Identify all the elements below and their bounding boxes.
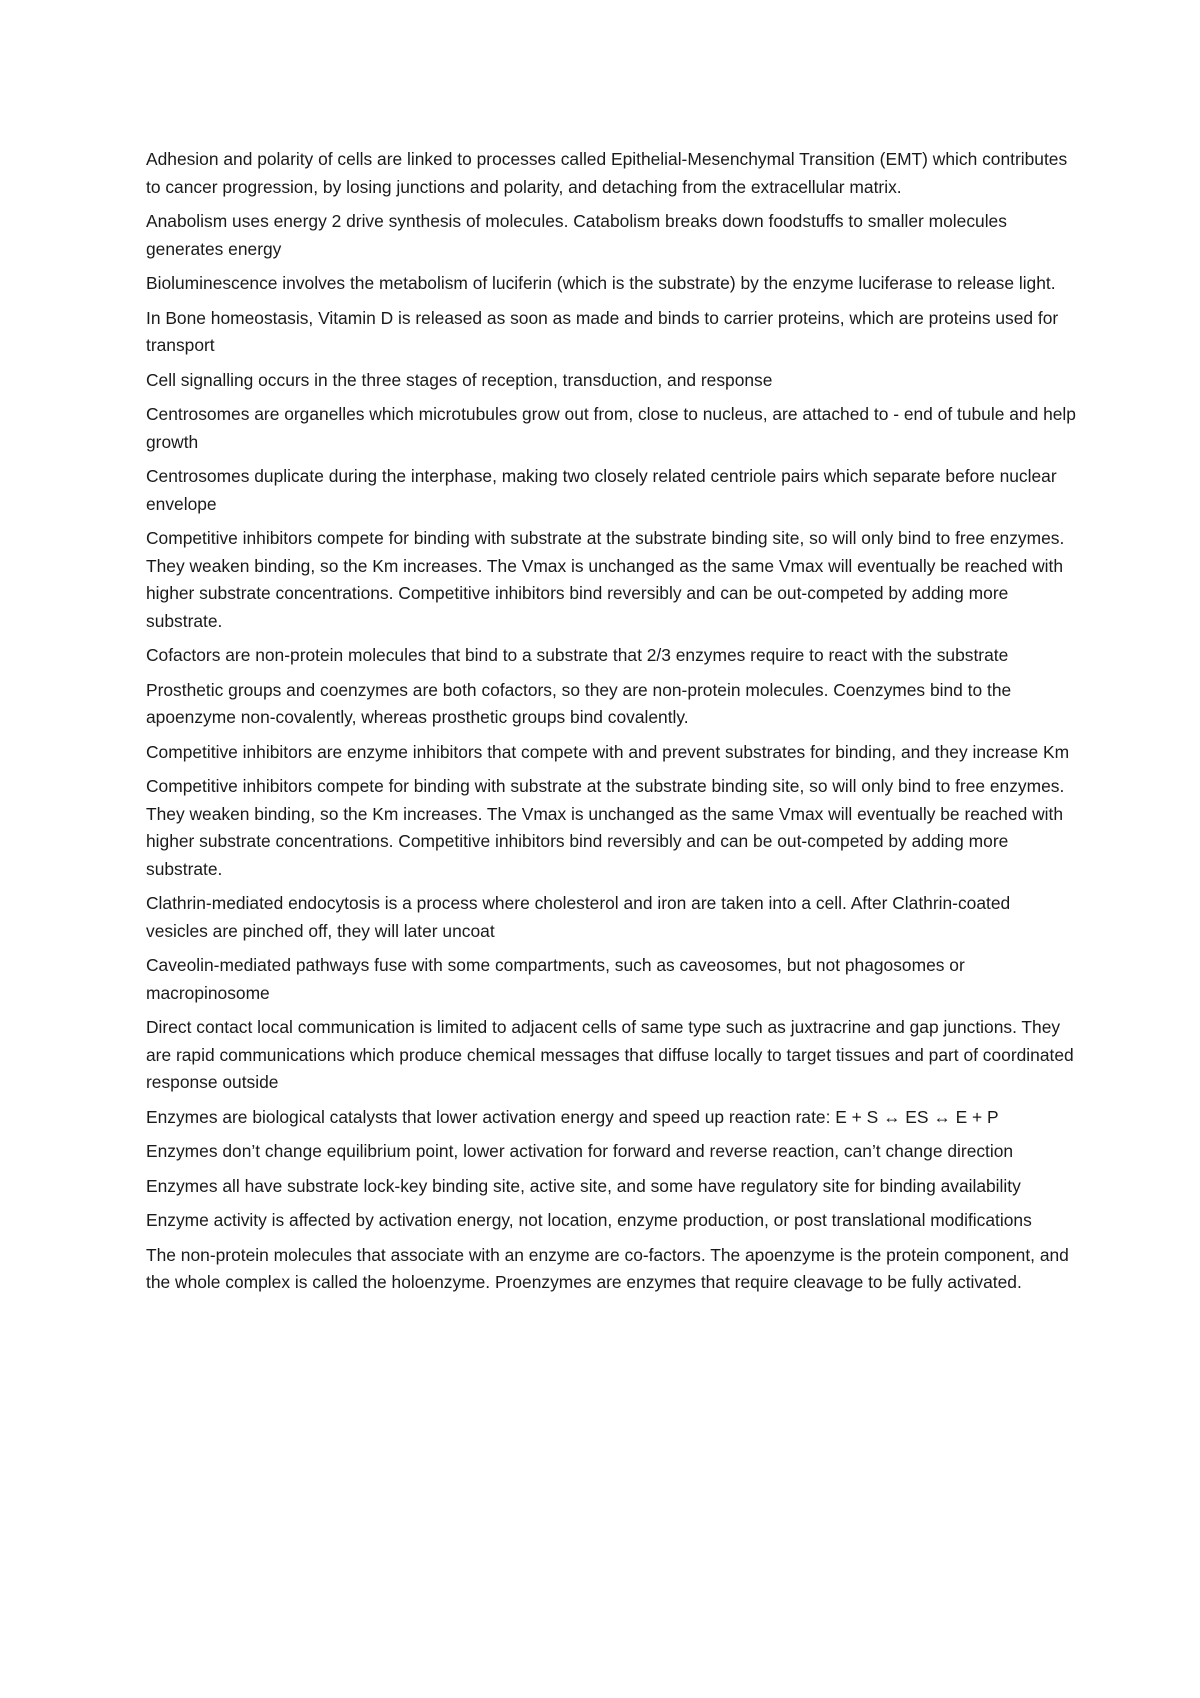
paragraph-bone-homeostasis: In Bone homeostasis, Vitamin D is released as soon as made and binds to carrier proteins, which are proteins used for transport — [146, 307, 1059, 355]
paragraph-holoenzyme: The non-protein molecules that associate with an enzyme are co-factors. The apoenzyme is the protein component, and the whole complex is called the holoenzyme. Proenzymes are enzymes that require cleavage to be fully activated. — [146, 1244, 1069, 1292]
paragraph-enzyme-activity: Enzyme activity is affected by activation energy, not location, enzyme production, or post translational modifications — [146, 1210, 1032, 1230]
paragraph-centrosome-duplication: Centrosomes duplicate during the interphase, making two closely related centriole pairs which separate before nuclear envelope — [146, 466, 1057, 514]
paragraph-enzymes-equilibrium: Enzymes don’t change equilibrium point, lower activation for forward and reverse reaction, can’t change direction — [146, 1141, 1014, 1161]
paragraph-centrosomes: Centrosomes are organelles which microtubules grow out from, close to nucleus, are attached to - end of tubule and help growth — [146, 404, 1076, 452]
paragraph-clathrin: Clathrin-mediated endocytosis is a process where cholesterol and iron are taken into a cell. After Clathrin-coated vesicles are pinched off, they will later uncoat — [146, 893, 1011, 941]
document-body — [146, 146, 1076, 1304]
paragraph-competitive-inhibitors-3: Competitive inhibitors compete for binding with substrate at the substrate binding site, so will only bind to free enzymes. They weaken binding, so the Km increases. The Vmax is unchanged as the same Vmax will eventually be reached with higher substrate concentrations. Competitive inhibitors bind reversibly and can be out-competed by adding more substrate. — [146, 776, 1065, 879]
paragraph-caveolin: Caveolin-mediated pathways fuse with some compartments, such as caveosomes, but not phagosomes or macropinosome — [146, 955, 965, 1003]
paragraph-enzymes-catalysts: Enzymes are biological catalysts that lower activation energy and speed up reaction rate: E + S ↔ ES ↔ E + P — [146, 1106, 999, 1127]
paragraph-prosthetic-groups: Prosthetic groups and coenzymes are both cofactors, so they are non-protein molecules. Coenzymes bind to the apoenzyme non-covalently, whereas prosthetic groups bind covalently. — [146, 679, 1012, 727]
paragraph-anabolism: Anabolism uses energy 2 drive synthesis of molecules. Catabolism breaks down foodstuffs to smaller molecules generates energy — [146, 211, 1007, 259]
paragraph-competitive-inhibitors-1: Competitive inhibitors compete for binding with substrate at the substrate binding site, so will only bind to free enzymes. They weaken binding, so the Km increases. The Vmax is unchanged as the same Vmax will eventually be reached with higher substrate concentrations. Competitive inhibitors bind reversibly and can be out-competed by adding more substrate. — [146, 528, 1065, 631]
paragraph-cell-signalling: Cell signalling occurs in the three stages of reception, transduction, and response — [146, 369, 773, 390]
paragraph-competitive-inhibitors-2: Competitive inhibitors are enzyme inhibitors that compete with and prevent substrates for binding, and they increase Km — [146, 741, 1070, 762]
paragraph-enzymes-binding-site: Enzymes all have substrate lock-key binding site, active site, and some have regulatory site for binding availability — [146, 1175, 1021, 1196]
paragraph-bioluminescence: Bioluminescence involves the metabolism of luciferin (which is the substrate) by the enzyme luciferase to release light. — [146, 273, 1056, 293]
paragraph-emt: Adhesion and polarity of cells are linked to processes called Epithelial-Mesenchymal Transition (EMT) which contributes to cancer progression, by losing junctions and polarity, and detaching from the extracellular matrix. — [146, 149, 1068, 197]
paragraph-direct-contact: Direct contact local communication is limited to adjacent cells of same type such as juxtracrine and gap junctions. They are rapid communications which produce chemical messages that diffuse locally to target tissues and part of coordinated response outside — [146, 1017, 1074, 1092]
paragraph-cofactors: Cofactors are non-protein molecules that bind to a substrate that 2/3 enzymes require to react with the substrate — [146, 645, 1009, 665]
